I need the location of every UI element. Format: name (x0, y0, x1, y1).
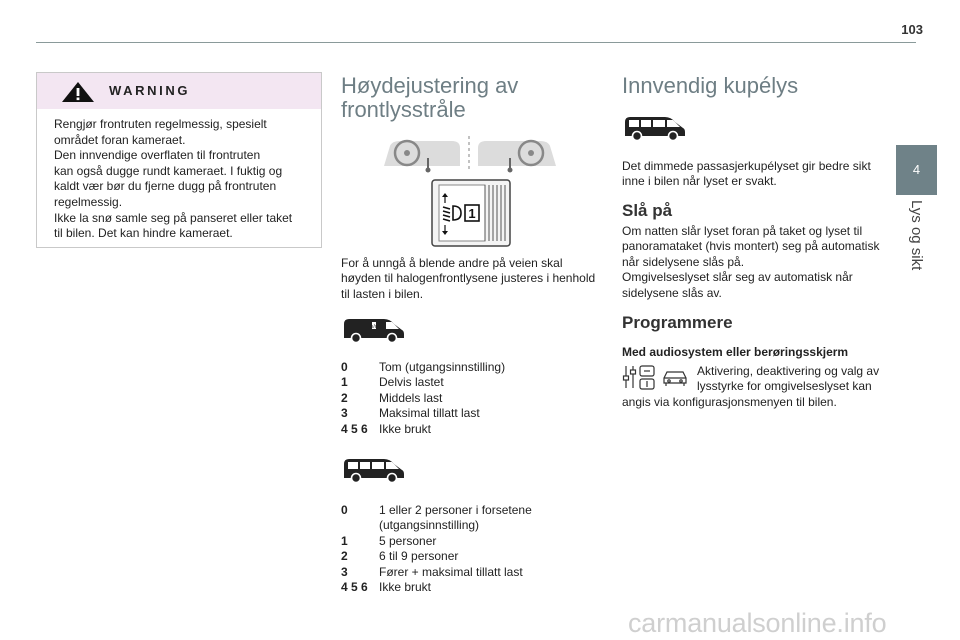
list-value: Ikke brukt (379, 421, 432, 436)
switch-on-text (622, 224, 892, 301)
list-value: (utgangsinnstilling) (379, 518, 480, 533)
warning-line: til bilen. Det kan hindre kameraet. (54, 226, 233, 241)
list-key (341, 518, 379, 533)
programming-heading: Programmere (622, 313, 733, 332)
switch-on-line: panoramataket (hvis montert) seg på automatisk (622, 239, 880, 254)
warning-header (37, 73, 321, 109)
list-value: Tom (utgangsinnstilling) (379, 360, 506, 374)
list-item (341, 422, 601, 437)
list-key: 3 (341, 564, 348, 579)
switch-on-line: Om natten slår lyset foran på taket og lyset til (622, 224, 863, 238)
list-item (341, 406, 601, 421)
list-key: 2 (341, 390, 348, 405)
programming-line: angis via konfigurasjonsmenyen til bilen. (622, 395, 837, 409)
settings-sliders-icon (622, 364, 656, 390)
programming-text-indented (697, 364, 897, 395)
passenger-van-icon (342, 456, 406, 484)
load-list-van (341, 360, 601, 437)
steering-wheel-illustration (380, 136, 560, 176)
list-key: 4 5 6 (341, 421, 368, 436)
list-key: 4 5 6 (341, 580, 368, 595)
list-key: 0 (341, 503, 348, 517)
warning-line: kaldt vær bør du fjerne dugg på frontruten (54, 179, 277, 194)
warning-triangle-icon (61, 81, 95, 103)
list-key: 1 (341, 533, 348, 548)
warning-box (36, 72, 322, 248)
utility-van-icon (342, 316, 406, 344)
list-key: 1 (341, 375, 348, 390)
switch-on-line: når sidelysene slås på. (622, 254, 745, 269)
list-value: 6 til 9 personer (379, 549, 459, 564)
page-number: 103 (901, 22, 923, 37)
list-key: 3 (341, 406, 348, 421)
list-item (341, 503, 601, 518)
switch-on-heading: Slå på (622, 201, 673, 220)
header-divider (36, 42, 916, 43)
list-item (341, 391, 601, 406)
warning-text (54, 117, 316, 242)
list-value: Middels last (379, 390, 443, 405)
list-value: Fører + maksimal tillatt last (379, 564, 523, 579)
list-item (341, 360, 601, 375)
dial-number: 1 (468, 206, 476, 221)
headlamp-intro-line: For å unngå å blende andre på veien skal (341, 256, 563, 270)
interior-intro-line: inne i bilen når lyset er svakt. (622, 174, 777, 189)
chapter-label (896, 200, 937, 320)
svg-text:ı/ı: ı/ı (372, 324, 377, 330)
warning-line: kan også dugge rundt kameraet. I fuktig og (54, 163, 283, 178)
car-lighting-icon (661, 368, 689, 388)
programming-text (622, 395, 902, 410)
warning-title: WARNING (109, 83, 191, 98)
chapter-tab[interactable]: 4 (896, 145, 937, 195)
interior-intro-line: Det dimmede passasjerkupélyset gir bedre sikt (622, 159, 871, 173)
programming-line: Aktivering, deaktivering og valg av (697, 364, 880, 378)
warning-line: Rengjør frontruten regelmessig, spesielt (54, 117, 267, 131)
list-key: 2 (341, 549, 348, 564)
list-item (341, 549, 601, 564)
headlamp-heading-line1: Høydejustering av (341, 73, 519, 98)
watermark: carmanualsonline.info (628, 608, 887, 638)
list-item (341, 565, 601, 580)
list-value: Delvis lastet (379, 375, 444, 390)
headlamp-intro (341, 256, 611, 302)
chapter-label-text: Lys og sikt (907, 200, 925, 271)
list-key: 0 (341, 360, 348, 374)
list-value: Ikke brukt (379, 580, 432, 595)
passenger-van-icon (622, 114, 688, 142)
headlamp-heading (341, 74, 518, 122)
headlamp-intro-line: høyden til halogenfrontlysene justeres i henhold (341, 271, 596, 286)
warning-line: Den innvendige overflaten til frontruten (54, 148, 261, 163)
headlamp-intro-line: til lasten i bilen. (341, 286, 424, 301)
load-list-passenger (341, 503, 601, 595)
warning-line: regelmessig. (54, 194, 123, 209)
programming-line: lysstyrke for omgivelseslyset kan (697, 379, 872, 394)
interior-intro (622, 159, 892, 190)
list-item (341, 518, 601, 533)
switch-on-line: sidelysene slås av. (622, 285, 722, 300)
headlamp-heading-line2: frontlysstråle (341, 97, 466, 122)
list-item (341, 534, 601, 549)
list-item (341, 580, 601, 595)
list-value: 1 eller 2 personer i forsetene (379, 503, 532, 517)
headlamp-dial-illustration[interactable] (431, 179, 511, 247)
list-value: Maksimal tillatt last (379, 406, 480, 421)
list-value: 5 personer (379, 533, 437, 548)
programming-subheading: Med audiosystem eller berøringsskjerm (622, 345, 849, 359)
warning-line: området foran kameraet. (54, 132, 186, 147)
list-item (341, 375, 601, 390)
switch-on-line: Omgivelseslyset slår seg av automatisk når (622, 270, 853, 285)
interior-heading: Innvendig kupélys (622, 73, 799, 98)
warning-line: Ikke la snø samle seg på panseret eller taket (54, 210, 293, 225)
